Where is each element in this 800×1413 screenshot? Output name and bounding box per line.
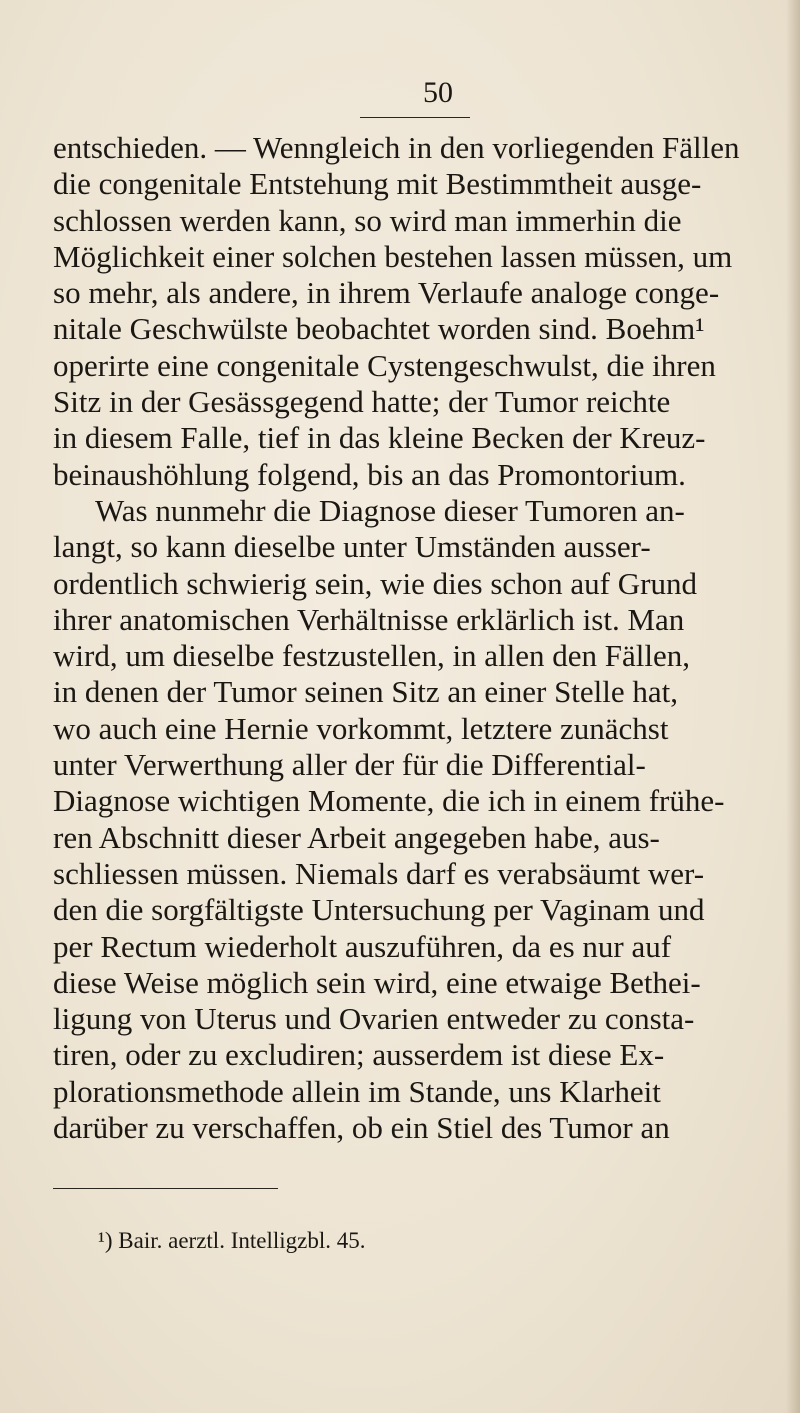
text-line: Möglichkeit einer solchen bestehen lassen müssen, um xyxy=(53,238,733,274)
text-line: wo auch eine Hernie vorkommt, letztere zunächst xyxy=(53,710,669,746)
text-line: schlossen werden kann, so wird man immerhin die xyxy=(53,202,682,238)
header-rule xyxy=(360,117,470,118)
paragraph-start-line: Was nunmehr die Diagnose dieser Tumoren an- xyxy=(95,492,685,528)
text-line: wird, um dieselbe festzustellen, in allen den Fällen, xyxy=(53,638,691,674)
text-line: ligung von Uterus und Ovarien entweder zu consta- xyxy=(53,1001,695,1037)
text-line: darüber zu verschaffen, ob ein Stiel des Tumor an xyxy=(53,1110,670,1146)
text-line: in denen der Tumor seinen Sitz an einer Stelle hat, xyxy=(53,674,679,710)
text-line: entschieden. — Wenngleich in den vorliegenden Fällen xyxy=(53,130,740,165)
text-line: ren Abschnitt dieser Arbeit angegeben habe, aus- xyxy=(53,819,660,855)
text-line: ordentlich schwierig sein, wie dies schon auf Grund xyxy=(53,565,697,601)
text-line: die congenitale Entstehung mit Bestimmtheit ausge- xyxy=(53,166,702,202)
text-line: diese Weise möglich sein wird, eine etwaige Bethei- xyxy=(53,964,701,1000)
text-line: beinaushöhlung folgend, bis an das Promontorium. xyxy=(53,456,686,492)
text-line: Diagnose wichtigen Momente, die ich in einem frühe- xyxy=(53,783,725,819)
page-number: 50 xyxy=(423,76,453,109)
text-line: langt, so kann dieselbe unter Umständen ausser- xyxy=(53,529,651,565)
footnote: ¹) Bair. aerztl. Intelligzbl. 45. xyxy=(98,1228,366,1253)
text-line: plorationsmethode allein im Stande, uns Klarheit xyxy=(53,1073,661,1109)
text-line: Sitz in der Gesässgegend hatte; der Tumor reichte xyxy=(53,384,671,420)
text-line: per Rectum wiederholt auszuführen, da es nur auf xyxy=(53,928,672,964)
text-line: tiren, oder zu excludiren; ausserdem ist diese Ex- xyxy=(53,1037,665,1073)
text-line: so mehr, als andere, in ihrem Verlaufe analoge conge- xyxy=(53,275,720,311)
text-line: in diesem Falle, tief in das kleine Becken der Kreuz- xyxy=(53,420,706,456)
text-line: unter Verwerthung aller der für die Differential- xyxy=(53,747,646,783)
text-line: nitale Geschwülste beobachtet worden sind. Boehm¹ xyxy=(53,311,705,347)
text-line: ihrer anatomischen Verhältnisse erklärlich ist. Man xyxy=(53,601,685,637)
text-line: operirte eine congenitale Cystengeschwulst, die ihren xyxy=(53,347,716,383)
footnote-rule xyxy=(53,1188,278,1189)
text-line: schliessen müssen. Niemals darf es verabsäumt wer- xyxy=(53,855,705,891)
body-text xyxy=(53,130,798,1146)
text-line: den die sorgfältigste Untersuchung per Vaginam und xyxy=(53,892,705,928)
